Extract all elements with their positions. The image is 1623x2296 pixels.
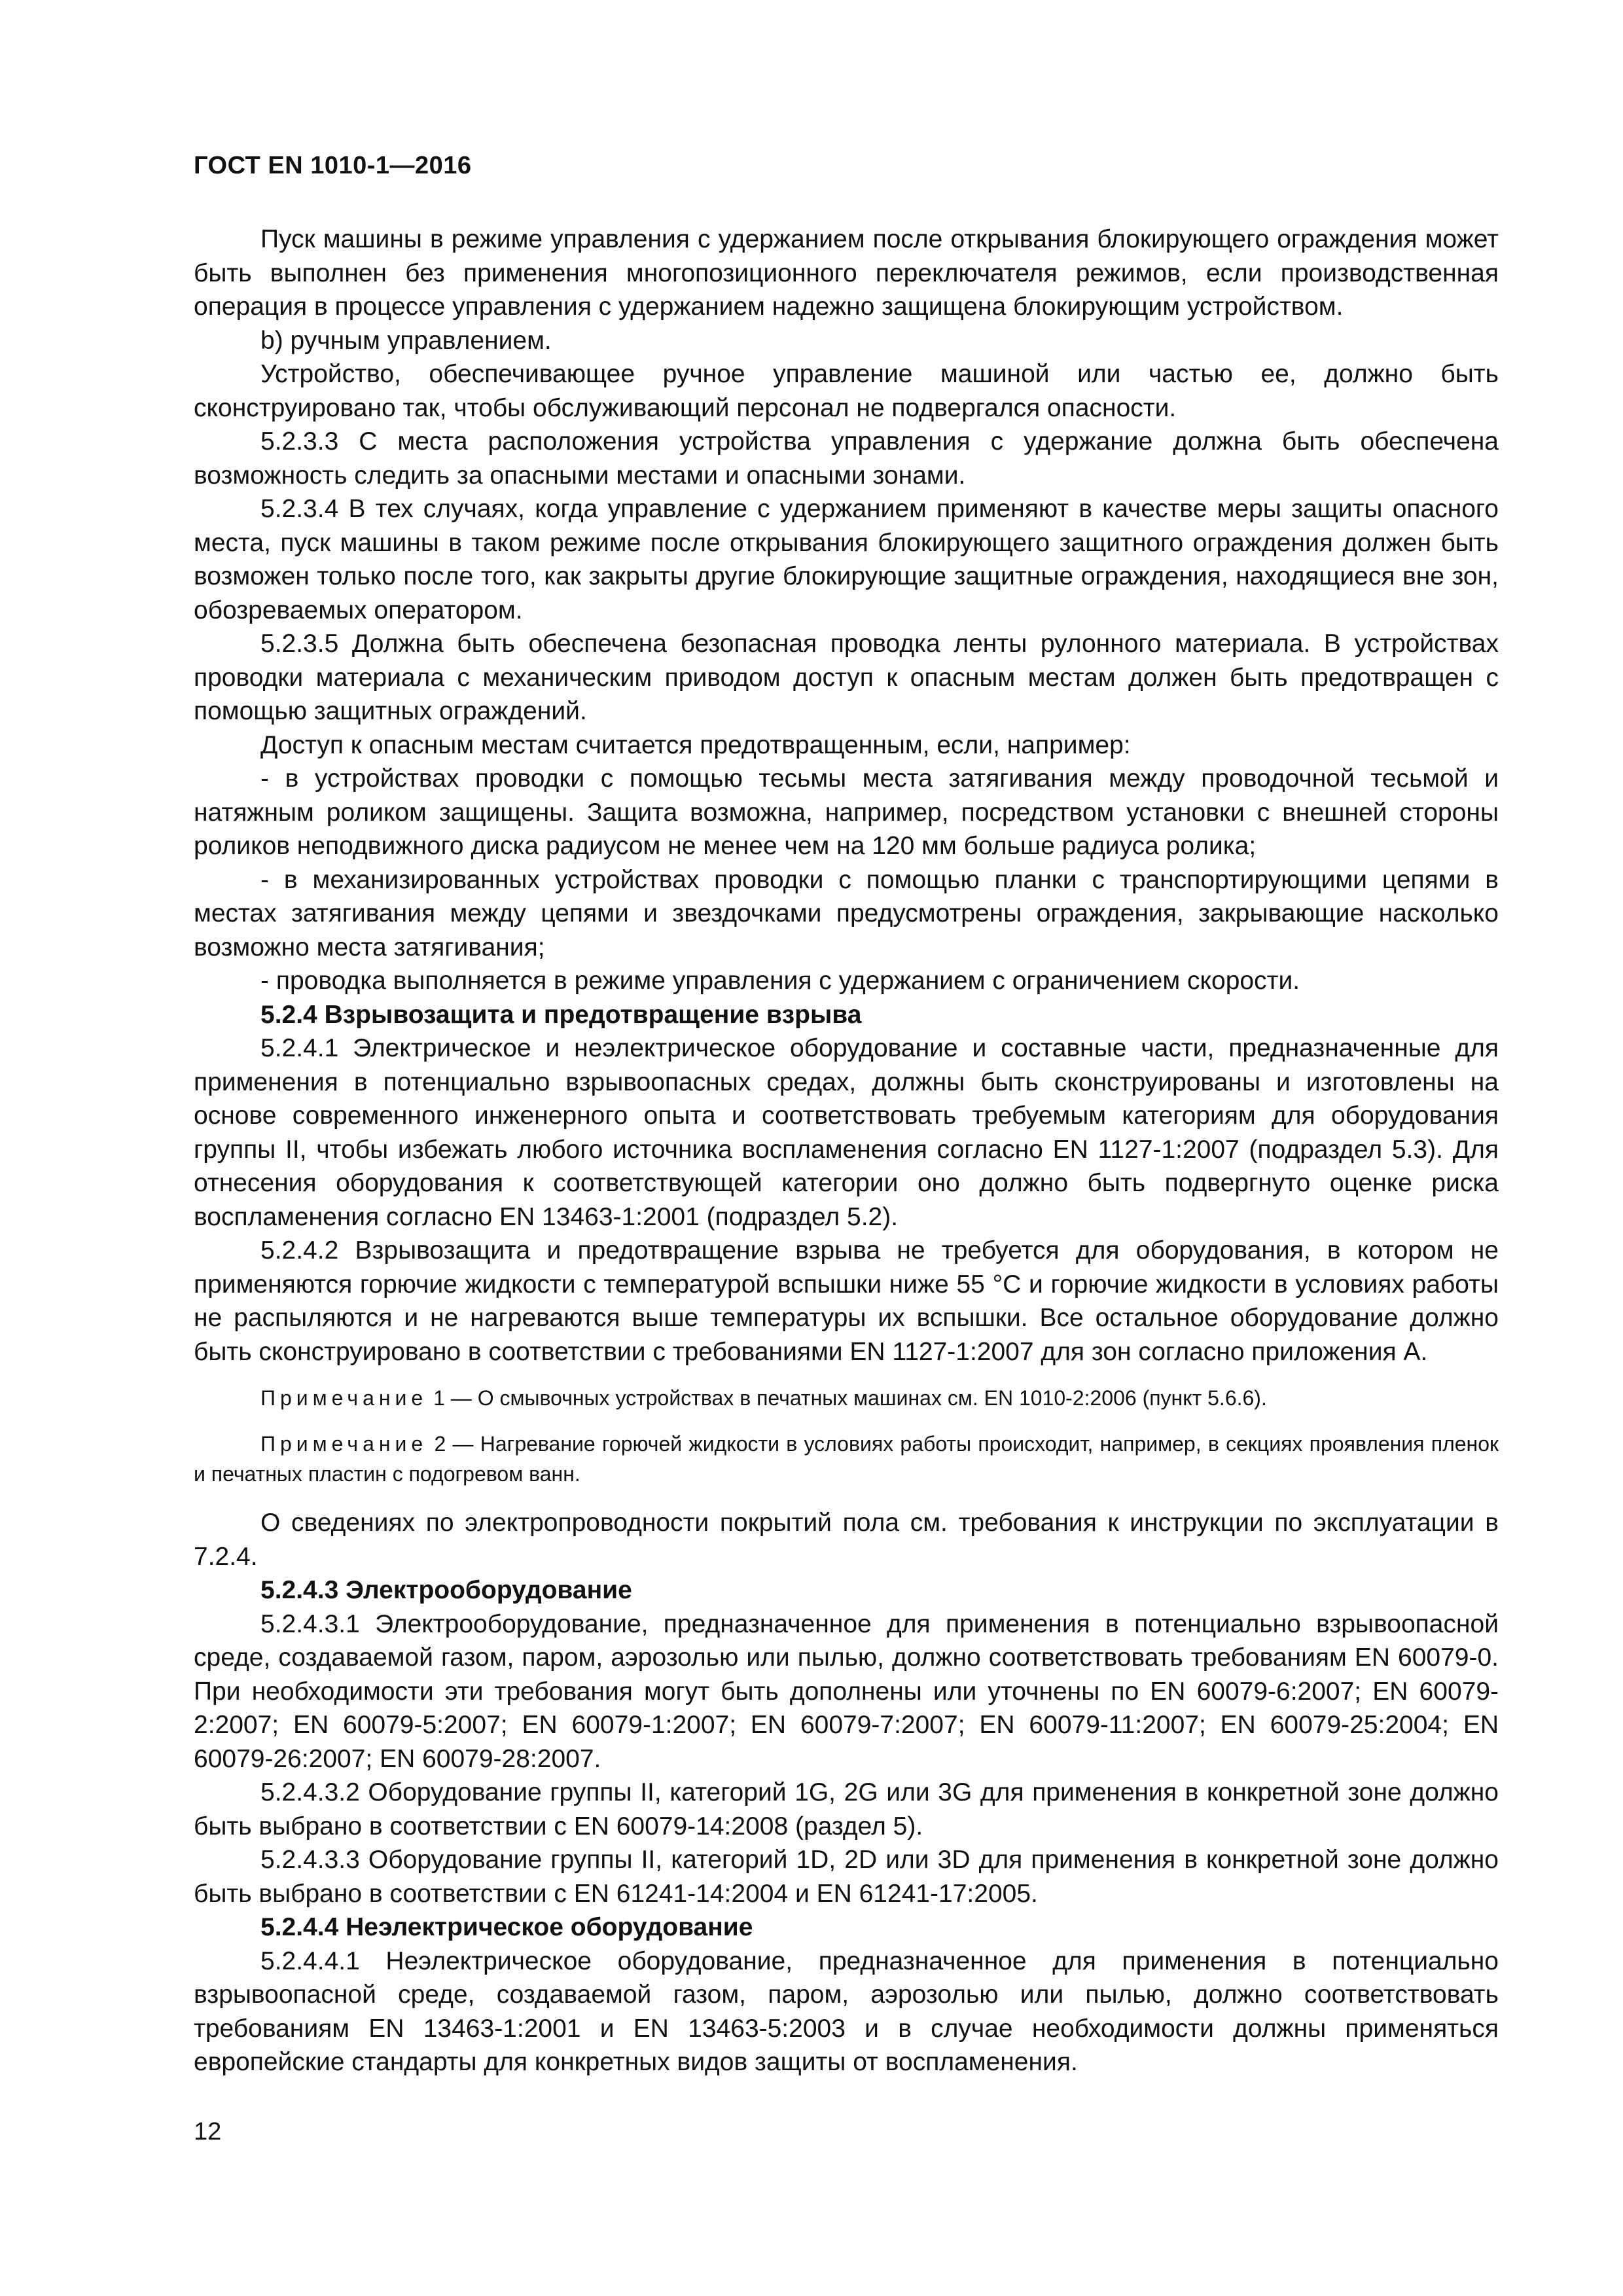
note-label: Примечание [260,1432,428,1456]
paragraph: Доступ к опасным местам считается предотвращенным, если, например: [260,730,1131,759]
paragraph: Пуск машины в режиме управления с удержанием после открывания блокирующего ограждения может быть выполнен без применения многопозиционного переключателя режимов, если производственная операция в процессе управления с удержанием надежно защищена блокирующим устройством. [194,225,1499,321]
list-item: - в механизированных устройствах проводки с помощью планки с транспортирующими цепями в местах затягивания между цепями и звездочками предусмотрены ограждения, закрывающие насколько возможно места затягивания; [194,865,1499,961]
paragraph: 5.2.4.3.1 Электрооборудование, предназначенное для применения в потенциально взрывоопасной среде, создаваемой газом, паром, аэрозолью или пылью, должно соответствовать требованиям EN 60079-0. При необходимости эти требования могут быть дополнены или уточнены по EN 60079-6:2007; EN 60079-2:2007; EN 60079-5:2007; EN 60079-1:2007; EN 60079-7:2007; EN 60079-11:2007; EN 60079-25:2004; EN 60079-26:2007; EN 60079-28:2007. [194,1609,1499,1773]
note [194,1383,1499,1413]
paragraph: 5.2.3.3 С места расположения устройства управления с удержание должна быть обеспечена возможность следить за опасными местами и опасными зонами. [194,427,1499,490]
paragraph: 5.2.4.3.2 Оборудование группы II, категорий 1G, 2G или 3G для применения в конкретной зоне должно быть выбрано в соответствии с EN 60079-14:2008 (раздел 5). [194,1778,1499,1840]
list-item: - в устройствах проводки с помощью тесьмы места затягивания между проводочной тесьмой и натяжным роликом защищены. Защита возможна, например, посредством установки с внешней стороны роликов неподвижного диска радиусом не менее чем на 120 мм больше радиуса ролика; [194,764,1499,860]
note-label: Примечание [260,1386,428,1410]
paragraph: 5.2.4.1 Электрическое и неэлектрическое оборудование и составные части, предназначенные для применения в потенциально взрывоопасных средах, должны быть сконструированы и изготовлены на основе современного инженерного опыта и соответствовать требуемым категориям для оборудования группы II, чтобы избежать любого источника воспламенения согласно EN 1127-1:2007 (подраздел 5.3). Для отнесения оборудования к соответствующей категории оно должно быть подвергнуто оценке риска воспламенения согласно EN 13463-1:2001 (подраздел 5.2). [194,1034,1499,1231]
document-body [194,223,1499,2079]
paragraph: 5.2.4.3.3 Оборудование группы II, категорий 1D, 2D или 3D для применения в конкретной зоне должно быть выбрано в соответствии с EN 61241-14:2004 и EN 61241-17:2005. [194,1846,1499,1908]
paragraph: 5.2.4.2 Взрывозащита и предотвращение взрыва не требуется для оборудования, в котором не применяются горючие жидкости с температурой вспышки ниже 55 °C и горючие жидкости в условиях работы не распыляются и не нагреваются выше температуры их вспышки. Все остальное оборудование должно быть сконструировано в соответствии с требованиями EN 1127-1:2007 для зон согласно приложения А. [194,1236,1499,1366]
paragraph: О сведениях по электропроводности покрытий пола см. требования к инструкции по эксплуатации в 7.2.4. [194,1509,1499,1571]
note [194,1429,1499,1489]
paragraph: Устройство, обеспечивающее ручное управление машиной или частью ее, должно быть сконструировано так, чтобы обслуживающий персонал не подвергался опасности. [194,360,1499,422]
paragraph: 5.2.3.5 Должна быть обеспечена безопасная проводка ленты рулонного материала. В устройствах проводки материала с механическим приводом доступ к опасным местам должен быть предотвращен с помощью защитных ограждений. [194,630,1499,725]
page-number: 12 [194,2118,222,2145]
note-text: 2 — Нагревание горючей жидкости в условиях работы происходит, например, в секциях проявления пленок и печатных пластин с подогревом ванн. [194,1432,1499,1486]
list-item: - проводка выполняется в режиме управления с удержанием с ограничением скорости. [260,967,1300,995]
paragraph: b) ручным управлением. [260,326,552,355]
document-header: ГОСТ EN 1010-1—2016 [194,152,472,179]
paragraph: 5.2.3.4 В тех случаях, когда управление с удержанием применяют в качестве меры защиты опасного места, пуск машины в таком режиме после открывания блокирующего защитного ограждения должен быть возможен только после того, как закрыты другие блокирующие защитные ограждения, находящиеся вне зон, обозреваемых оператором. [194,495,1499,624]
section-heading: 5.2.4 Взрывозащита и предотвращение взрыва [260,1000,862,1029]
section-heading: 5.2.4.4 Неэлектрическое оборудование [260,1913,753,1941]
section-heading: 5.2.4.3 Электрооборудование [260,1576,632,1604]
paragraph: 5.2.4.4.1 Неэлектрическое оборудование, предназначенное для применения в потенциально взрывоопасной среде, создаваемой газом, паром, аэрозолью или пылью, должно соответствовать требованиям EN 13463-1:2001 и EN 13463-5:2003 и в случае необходимости должны применяться европейские стандарты для конкретных видов защиты от воспламенения. [194,1946,1499,2076]
note-text: 1 — О смывочных устройствах в печатных машинах см. EN 1010-2:2006 (пункт 5.6.6). [433,1386,1267,1410]
